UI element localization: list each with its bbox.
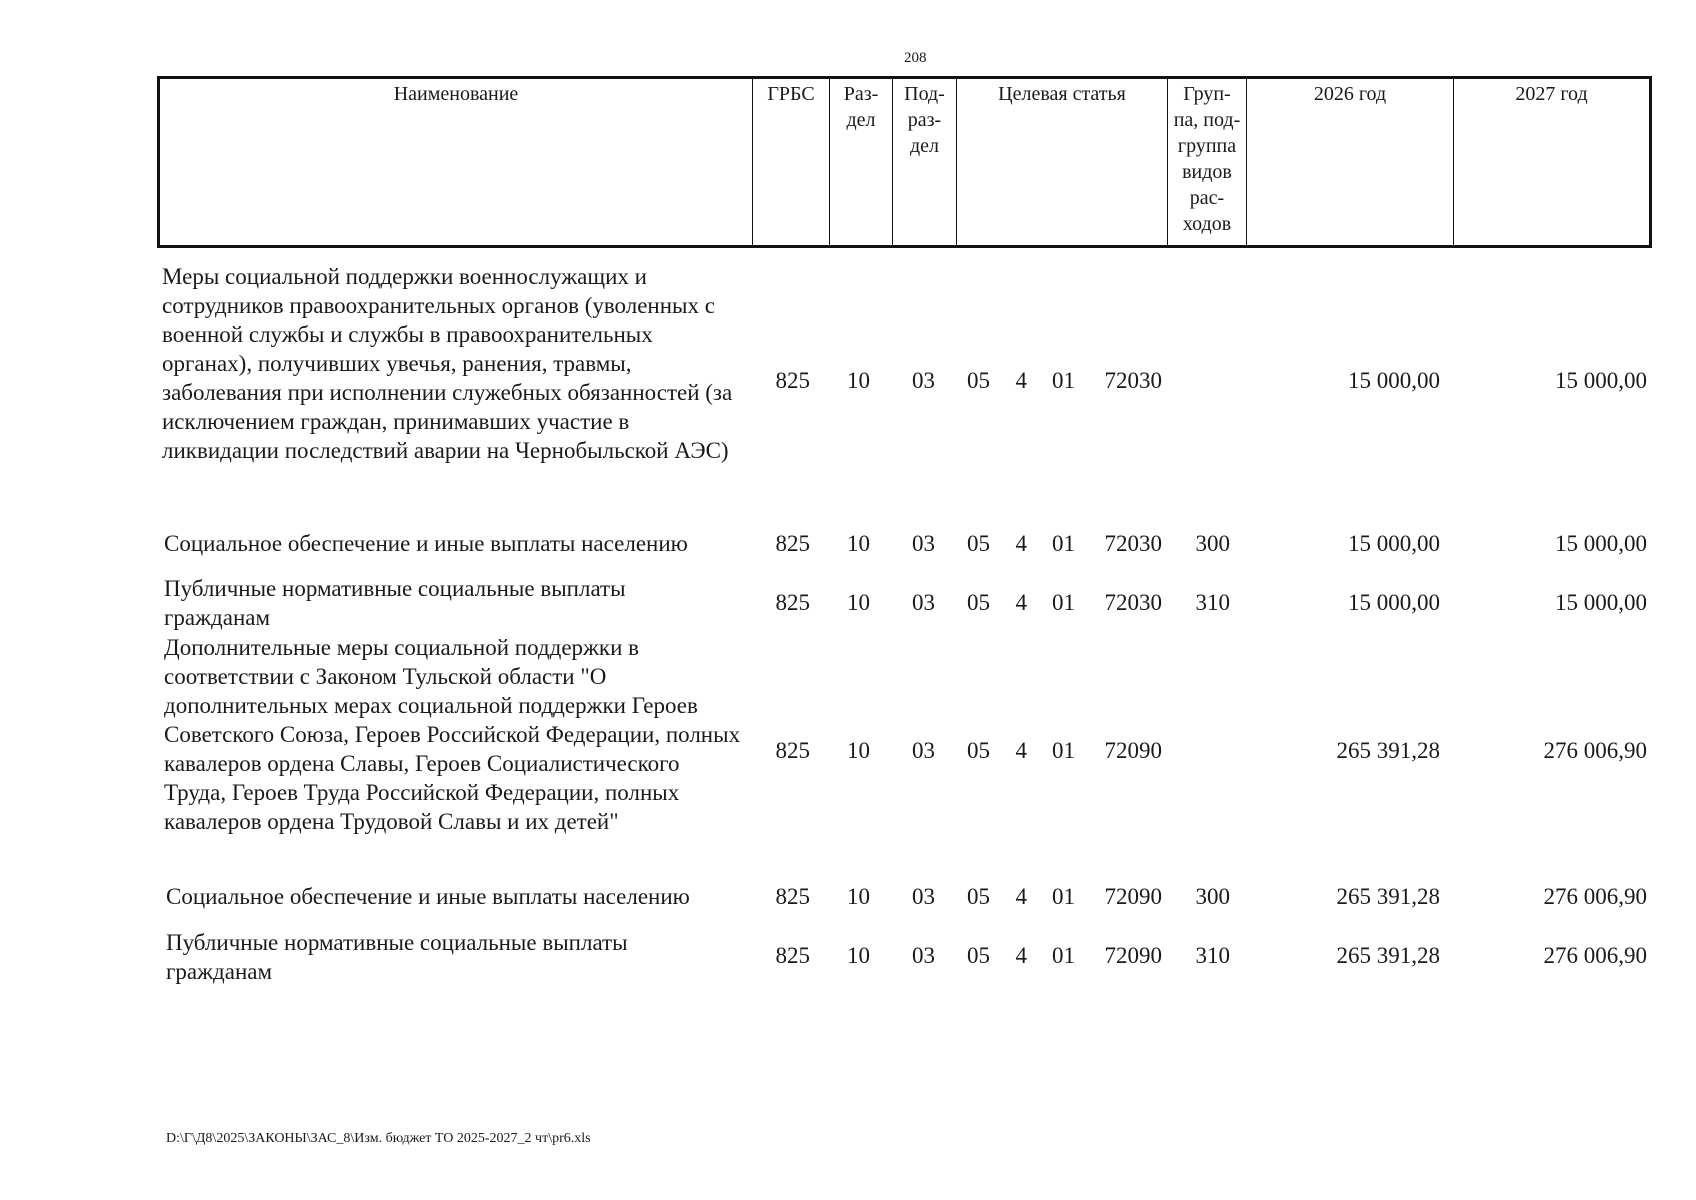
header-podrazdel: Под- раз- дел [892, 79, 956, 245]
row-grbs: 825 [775, 590, 810, 615]
row-podrazdel: 03 [912, 531, 935, 556]
row-2027: 276 006,90 [1543, 738, 1647, 763]
row-2026: 265 391,28 [1336, 884, 1440, 909]
row-cs-direction: 72090 [1104, 738, 1162, 763]
row-cs-direction: 72030 [1104, 531, 1162, 556]
row-name: Социальное обеспечение и иные выплаты населению [164, 531, 688, 556]
row-2026: 15 000,00 [1348, 368, 1440, 393]
header-gruppa: Груп- па, под- группа видов рас- ходов [1167, 79, 1246, 245]
row-name: Меры социальной поддержки военнослужащих и сотрудников правоохранительных органов (уволенных с военной службы и службы в правоохранительных органах), получивших увечья, ранения, травмы, заболевания при исполнении служебных обязанностей (за исключением граждан, принимавших участие в ликвидации последствий аварии на Чернобыльской АЭС) [162, 264, 733, 463]
row-2026: 265 391,28 [1336, 738, 1440, 763]
row-cs-complex: 01 [1052, 368, 1075, 393]
row-razdel: 10 [847, 738, 870, 763]
row-cs-program: 05 [967, 884, 990, 909]
row-2026: 15 000,00 [1348, 590, 1440, 615]
row-podrazdel: 03 [912, 590, 935, 615]
row-cs-complex: 01 [1052, 590, 1075, 615]
header-grbs: ГРБС [752, 79, 829, 245]
row-cs-direction: 72090 [1104, 943, 1162, 968]
row-cs-complex: 01 [1052, 943, 1075, 968]
row-2027: 276 006,90 [1543, 884, 1647, 909]
footer-file-path: D:\Г\Д8\2025\ЗАКОНЫ\ЗАС_8\Изм. бюджет ТО 2025-2027_2 чт\pr6.xls [166, 1131, 591, 1146]
row-gruppa: 300 [1195, 884, 1230, 909]
row-grbs: 825 [775, 531, 810, 556]
row-name: Публичные нормативные социальные выплаты гражданам [166, 930, 628, 984]
row-2027: 276 006,90 [1543, 943, 1647, 968]
row-cs-type: 4 [1015, 884, 1027, 909]
row-2026: 265 391,28 [1336, 943, 1440, 968]
row-cs-type: 4 [1015, 738, 1027, 763]
row-cs-program: 05 [967, 368, 990, 393]
row-name: Дополнительные меры социальной поддержки в соответствии с Законом Тульской области "О дополнительных мерах социальной поддержки Героев Советского Союза, Героев Российской Федерации, полных кавалеров ордена Славы, Героев Социалистического Труда, Героев Труда Российской Федерации, полных кавалеров ордена Трудовой Славы и их детей" [164, 635, 741, 834]
row-2027: 15 000,00 [1555, 590, 1647, 615]
row-grbs: 825 [775, 943, 810, 968]
header-celevaya-statya: Целевая статья [956, 79, 1167, 245]
header-name: Наименование [393, 83, 519, 105]
row-2027: 15 000,00 [1555, 531, 1647, 556]
row-cs-type: 4 [1015, 368, 1027, 393]
row-gruppa: 310 [1195, 943, 1230, 968]
row-cs-program: 05 [967, 531, 990, 556]
header-2027: 2027 год [1453, 79, 1649, 245]
row-cs-program: 05 [967, 738, 990, 763]
row-cs-direction: 72030 [1104, 590, 1162, 615]
row-cs-direction: 72030 [1104, 368, 1162, 393]
row-2027: 15 000,00 [1555, 368, 1647, 393]
row-cs-complex: 01 [1052, 884, 1075, 909]
row-name: Социальное обеспечение и иные выплаты населению [166, 884, 690, 909]
row-grbs: 825 [775, 738, 810, 763]
header-razdel: Раз- дел [829, 79, 892, 245]
row-razdel: 10 [847, 590, 870, 615]
row-podrazdel: 03 [912, 943, 935, 968]
row-cs-complex: 01 [1052, 531, 1075, 556]
row-grbs: 825 [775, 884, 810, 909]
row-podrazdel: 03 [912, 368, 935, 393]
row-cs-type: 4 [1015, 943, 1027, 968]
row-cs-type: 4 [1015, 590, 1027, 615]
row-cs-program: 05 [967, 590, 990, 615]
row-grbs: 825 [775, 368, 810, 393]
row-gruppa: 310 [1195, 590, 1230, 615]
row-cs-type: 4 [1015, 531, 1027, 556]
row-razdel: 10 [847, 368, 870, 393]
table-header [157, 76, 1652, 248]
row-cs-program: 05 [967, 943, 990, 968]
row-cs-direction: 72090 [1104, 884, 1162, 909]
row-gruppa: 300 [1195, 531, 1230, 556]
row-2026: 15 000,00 [1348, 531, 1440, 556]
header-2026: 2026 год [1246, 79, 1453, 245]
row-razdel: 10 [847, 943, 870, 968]
row-name: Публичные нормативные социальные выплаты гражданам [164, 576, 626, 630]
row-cs-complex: 01 [1052, 738, 1075, 763]
row-podrazdel: 03 [912, 884, 935, 909]
row-razdel: 10 [847, 531, 870, 556]
row-razdel: 10 [847, 884, 870, 909]
row-podrazdel: 03 [912, 738, 935, 763]
page-number: 208 [904, 50, 927, 66]
